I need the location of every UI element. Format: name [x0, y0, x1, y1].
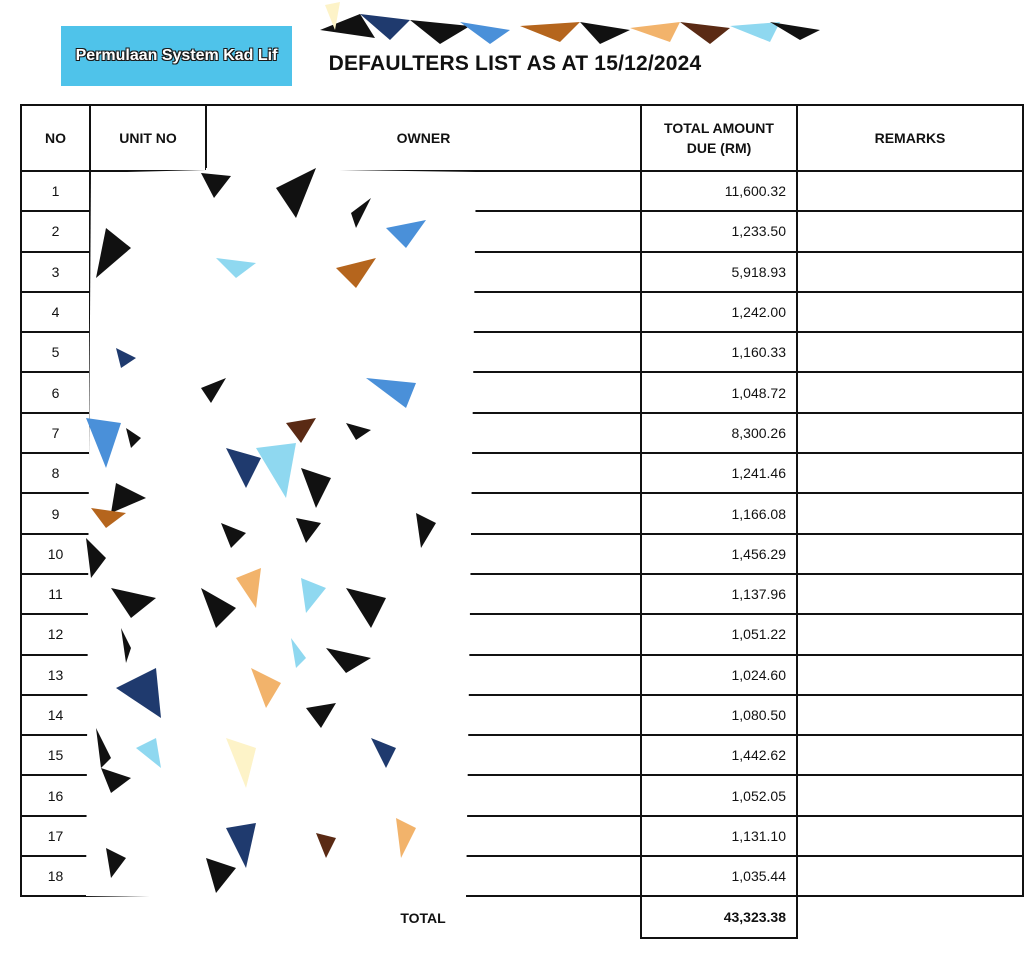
cell-unit-no	[90, 493, 206, 533]
cell-no: 5	[21, 332, 90, 372]
cell-remarks	[797, 735, 1023, 775]
cell-no: 1	[21, 171, 90, 211]
cell-owner	[206, 775, 641, 815]
cell-remarks	[797, 292, 1023, 332]
cell-remarks	[797, 695, 1023, 735]
cell-no: 4	[21, 292, 90, 332]
title-badge-label: Permulaan System Kad Lif	[75, 47, 278, 64]
cell-owner	[206, 292, 641, 332]
cell-no: 16	[21, 775, 90, 815]
table-row	[21, 614, 1023, 654]
total-amount: 43,323.38	[641, 896, 797, 938]
cell-amount: 1,052.05	[641, 775, 797, 815]
cell-remarks	[797, 453, 1023, 493]
cell-amount: 1,048.72	[641, 372, 797, 412]
cell-no: 2	[21, 211, 90, 251]
cell-amount: 1,035.44	[641, 856, 797, 896]
cell-remarks	[797, 413, 1023, 453]
cell-unit-no	[90, 655, 206, 695]
cell-no: 3	[21, 252, 90, 292]
cell-owner	[206, 372, 641, 412]
table-row	[21, 534, 1023, 574]
table-row	[21, 171, 1023, 211]
column-header-remarks: REMARKS	[797, 105, 1023, 171]
cell-amount: 1,131.10	[641, 816, 797, 856]
cell-remarks	[797, 775, 1023, 815]
redacted-heading	[300, 0, 840, 50]
cell-no: 11	[21, 574, 90, 614]
cell-remarks	[797, 574, 1023, 614]
cell-owner	[206, 413, 641, 453]
cell-unit-no	[90, 211, 206, 251]
cell-no: 15	[21, 735, 90, 775]
table-row	[21, 211, 1023, 251]
cell-owner	[206, 211, 641, 251]
cell-unit-no	[90, 171, 206, 211]
cell-no: 14	[21, 695, 90, 735]
cell-remarks	[797, 614, 1023, 654]
cell-remarks	[797, 493, 1023, 533]
column-header-amount-label: TOTAL AMOUNT DUE (RM)	[664, 119, 774, 156]
total-row	[21, 896, 1023, 938]
cell-amount: 1,166.08	[641, 493, 797, 533]
cell-owner	[206, 695, 641, 735]
column-header-amount	[641, 105, 797, 171]
table-row	[21, 775, 1023, 815]
column-header-owner: OWNER	[206, 105, 641, 171]
cell-remarks	[797, 856, 1023, 896]
cell-owner	[206, 856, 641, 896]
cell-unit-no	[90, 453, 206, 493]
table-row	[21, 695, 1023, 735]
cell-amount: 11,600.32	[641, 171, 797, 211]
cell-unit-no	[90, 252, 206, 292]
table-row	[21, 292, 1023, 332]
defaulters-table	[20, 104, 1024, 939]
table-row	[21, 413, 1023, 453]
cell-amount: 1,051.22	[641, 614, 797, 654]
table-row	[21, 655, 1023, 695]
cell-owner	[206, 534, 641, 574]
cell-amount: 1,241.46	[641, 453, 797, 493]
cell-amount: 1,160.33	[641, 332, 797, 372]
cell-unit-no	[90, 856, 206, 896]
table-row	[21, 493, 1023, 533]
cell-remarks	[797, 211, 1023, 251]
table-row	[21, 252, 1023, 292]
cell-unit-no	[90, 332, 206, 372]
cell-no: 13	[21, 655, 90, 695]
cell-unit-no	[90, 534, 206, 574]
cell-no: 7	[21, 413, 90, 453]
cell-owner	[206, 655, 641, 695]
cell-no: 17	[21, 816, 90, 856]
total-label: TOTAL	[400, 909, 446, 926]
cell-unit-no	[90, 816, 206, 856]
cell-owner	[206, 816, 641, 856]
column-header-unit-no: UNIT NO	[90, 105, 206, 171]
cell-unit-no	[90, 695, 206, 735]
table-row	[21, 735, 1023, 775]
cell-remarks	[797, 252, 1023, 292]
cell-unit-no	[90, 413, 206, 453]
cell-remarks	[797, 332, 1023, 372]
cell-unit-no	[90, 614, 206, 654]
cell-owner	[206, 171, 641, 211]
cell-no: 12	[21, 614, 90, 654]
page-title: DEFAULTERS LIST AS AT 15/12/2024	[328, 52, 702, 75]
cell-unit-no	[90, 775, 206, 815]
table-row	[21, 453, 1023, 493]
cell-no: 8	[21, 453, 90, 493]
cell-remarks	[797, 534, 1023, 574]
cell-owner	[206, 252, 641, 292]
cell-remarks	[797, 816, 1023, 856]
cell-unit-no	[90, 372, 206, 412]
cell-amount: 1,080.50	[641, 695, 797, 735]
cell-no: 9	[21, 493, 90, 533]
cell-owner	[206, 735, 641, 775]
cell-owner	[206, 332, 641, 372]
table-row	[21, 816, 1023, 856]
cell-owner	[206, 614, 641, 654]
table-header-row	[21, 105, 1023, 171]
cell-unit-no	[90, 574, 206, 614]
cell-no: 6	[21, 372, 90, 412]
cell-owner	[206, 574, 641, 614]
table-row	[21, 332, 1023, 372]
cell-unit-no	[90, 292, 206, 332]
table-row	[21, 856, 1023, 896]
cell-amount: 1,233.50	[641, 211, 797, 251]
cell-remarks	[797, 171, 1023, 211]
cell-no: 10	[21, 534, 90, 574]
cell-amount: 1,442.62	[641, 735, 797, 775]
table-row	[21, 372, 1023, 412]
cell-remarks	[797, 372, 1023, 412]
cell-remarks	[797, 655, 1023, 695]
cell-amount: 8,300.26	[641, 413, 797, 453]
title-badge	[61, 26, 292, 86]
cell-amount: 1,456.29	[641, 534, 797, 574]
cell-unit-no	[90, 735, 206, 775]
cell-owner	[206, 453, 641, 493]
cell-no: 18	[21, 856, 90, 896]
cell-amount: 1,137.96	[641, 574, 797, 614]
column-header-no: NO	[21, 105, 90, 171]
cell-amount: 1,024.60	[641, 655, 797, 695]
cell-amount: 5,918.93	[641, 252, 797, 292]
cell-owner	[206, 493, 641, 533]
table-row	[21, 574, 1023, 614]
cell-amount: 1,242.00	[641, 292, 797, 332]
